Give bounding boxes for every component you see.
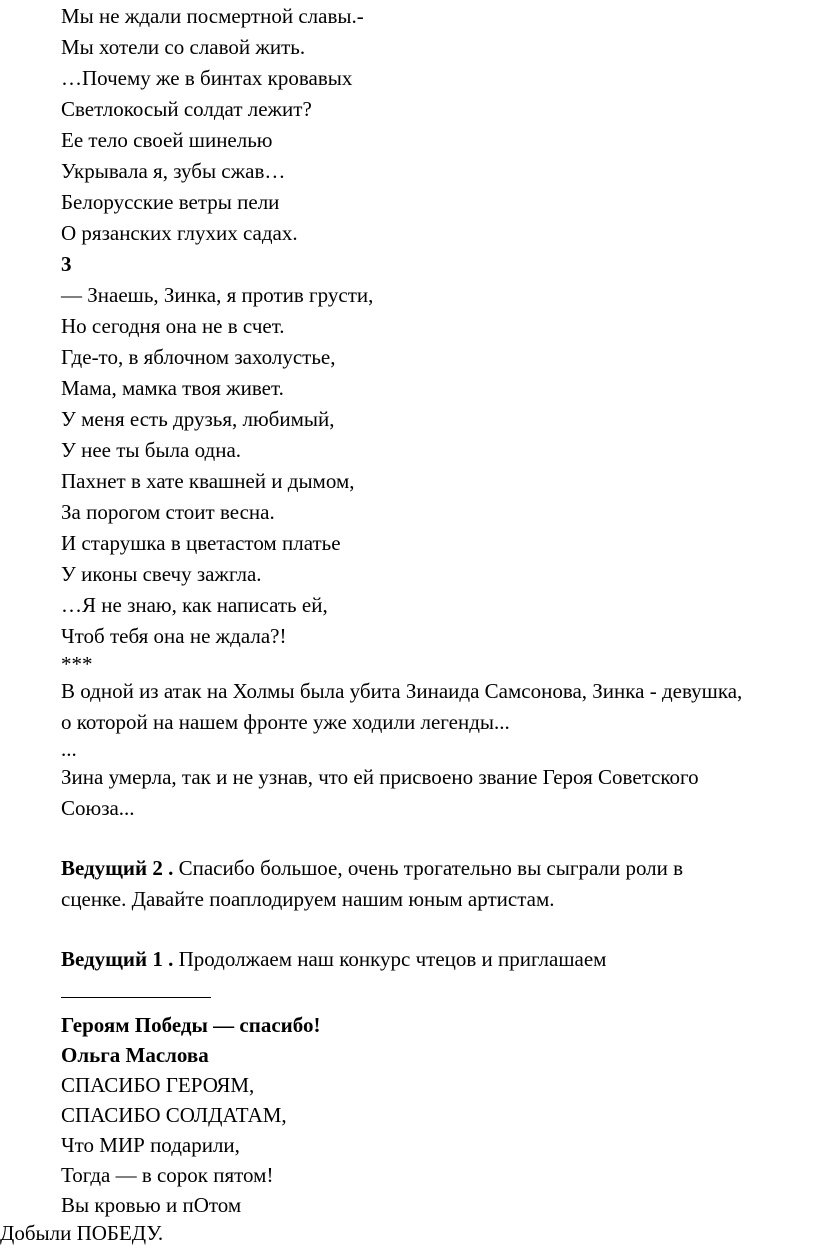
poem-line: О рязанских глухих садах. — [61, 221, 298, 245]
prose-line: Зина умерла, так и не узнав, что ей присвоено звание Героя Советского — [61, 765, 699, 789]
poem-line: Светлокосый солдат лежит? — [61, 97, 312, 121]
speaker-label: Ведущий 2 . — [61, 856, 174, 880]
speaker-label: Ведущий 1 . — [61, 947, 174, 971]
poem-line: За порогом стоит весна. — [61, 500, 275, 524]
speaker-text: Спасибо большое, очень трогательно вы сыграли роли в — [173, 856, 684, 880]
poem-line: Мы хотели со славой жить. — [61, 35, 306, 59]
poem-line: Где-то, в яблочном захолустье, — [61, 345, 336, 369]
prose-ellipsis: ... — [61, 737, 77, 761]
poem-line: Тогда — в сорок пятом! — [61, 1163, 274, 1187]
speaker-text: сценке. Давайте поаплодируем нашим юным артистам. — [61, 887, 555, 911]
poem-line: Вы кровью и пОтом — [61, 1193, 242, 1217]
poem-title: Героям Победы — спасибо! — [61, 1013, 321, 1037]
poem-line: Укрывала я, зубы сжав… — [61, 159, 286, 183]
poem-line: СПАСИБО СОЛДАТАМ, — [61, 1103, 287, 1127]
prose-line: о которой на нашем фронте уже ходили легенды... — [61, 710, 510, 734]
poem-line: Пахнет в хате квашней и дымом, — [61, 469, 355, 493]
stanza-number: 3 — [61, 252, 72, 276]
poem-line: У нее ты была одна. — [61, 438, 242, 462]
poem-line: Белорусские ветры пели — [61, 190, 280, 214]
poem-line: У меня есть друзья, любимый, — [61, 407, 335, 431]
poem-line: — Знаешь, Зинка, я против грусти, — [61, 283, 374, 307]
prose-line: В одной из атак на Холмы была убита Зинаида Самсонова, Зинка - девушка, — [61, 679, 743, 703]
poem-line: Мы не ждали посмертной славы.- — [61, 4, 364, 28]
poem-line: Чтоб тебя она не ждала?! — [61, 624, 287, 648]
poem-line: Но сегодня она не в счет. — [61, 314, 285, 338]
prose-line: Союза... — [61, 796, 135, 820]
poem-line: У иконы свечу зажгла. — [61, 562, 262, 586]
poem-line: СПАСИБО ГЕРОЯМ, — [61, 1073, 255, 1097]
speaker-text: Продолжаем наш конкурс чтецов и приглашаем — [173, 947, 607, 971]
poem-line: …Я не знаю, как написать ей, — [61, 593, 328, 617]
poem-line: Добыли ПОБЕДУ. — [0, 1221, 164, 1245]
poem-line: Мама, мамка твоя живет. — [61, 376, 284, 400]
fill-in-blank-line — [61, 997, 211, 998]
poem-line: Что МИР подарили, — [61, 1133, 240, 1157]
poem-line: Ее тело своей шинелью — [61, 128, 273, 152]
separator: *** — [61, 652, 93, 676]
poem-line: И старушка в цветастом платье — [61, 531, 341, 555]
poem-line: …Почему же в бинтах кровавых — [61, 66, 353, 90]
poem-author: Ольга Маслова — [61, 1043, 209, 1067]
